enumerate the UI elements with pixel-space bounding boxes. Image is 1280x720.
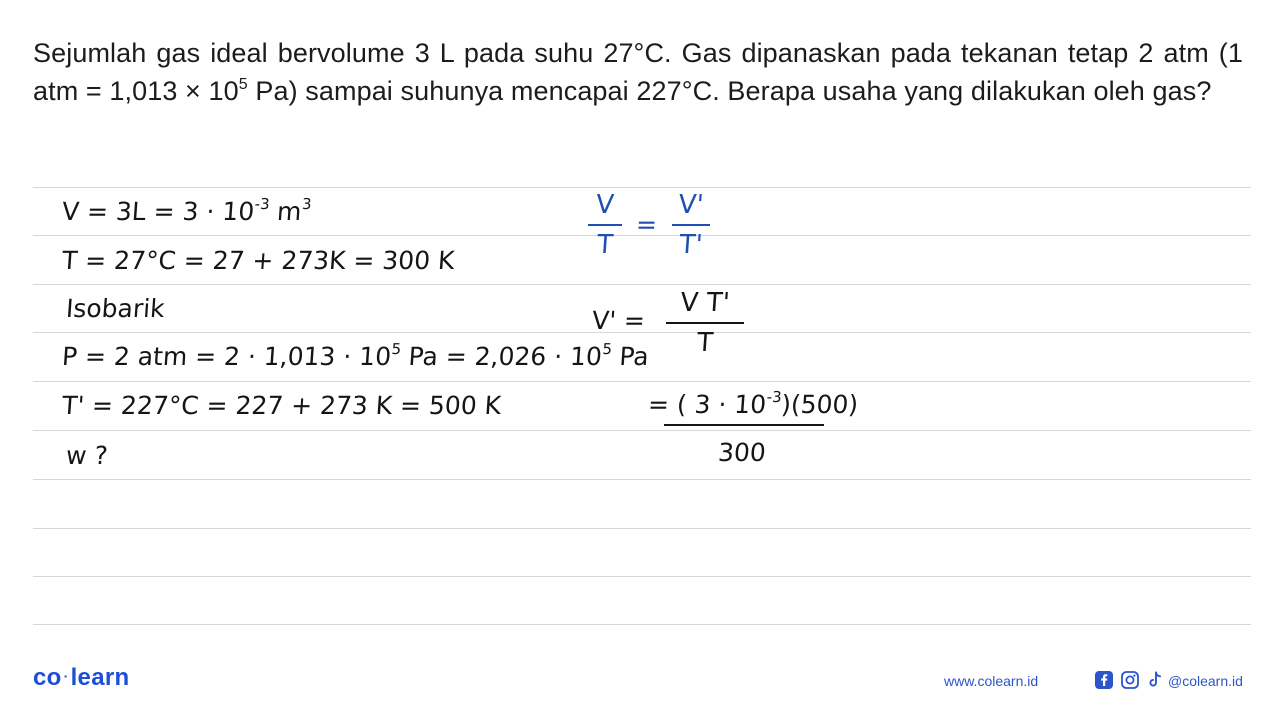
question-exponent: 5: [238, 76, 248, 93]
ratio-equals: =: [635, 210, 659, 239]
calc-numerator: = ( $3 \cdot 10^{-3})(500)$: [647, 388, 860, 419]
ruled-line: [33, 284, 1251, 285]
work-temperature: T = 27°C = 27 + 273K = 300 K: [61, 246, 456, 275]
vprime-fraction: V T' T: [666, 288, 744, 358]
question-part1: Sejumlah gas ideal bervolume 3 L pada suhu 27°C. Gas dipanaskan pada tekanan tetap 2 atm (1 atm = 1,013 × 10: [33, 38, 1243, 106]
calc-fraction-bar: [664, 424, 824, 426]
vprime-label: V' =: [591, 306, 646, 335]
ratio-v-over-t: V T: [588, 190, 622, 260]
ruled-line: [33, 479, 1251, 480]
ruled-line: [33, 576, 1251, 577]
work-isobaric: Isobarik: [65, 294, 166, 323]
ruled-line: [33, 624, 1251, 625]
website-link[interactable]: www.colearn.id: [944, 673, 1039, 689]
work-final-temperature: T' = 227°C = 227 + 273 K = 500 K: [61, 391, 503, 420]
question-text: [33, 34, 1243, 110]
question-part2: Pa) sampai suhunya mencapai 227°C. Berapa usaha yang dilakukan oleh gas?: [247, 76, 1212, 106]
ruled-line: [33, 528, 1251, 529]
ruled-line: [33, 381, 1251, 382]
work-asked-w: w ?: [65, 441, 109, 470]
social-handle[interactable]: @colearn.id: [1168, 673, 1243, 689]
ruled-line: [33, 187, 1251, 188]
facebook-icon[interactable]: [1094, 670, 1114, 690]
calc-denominator: 300: [717, 438, 767, 467]
work-pressure: P = 2 atm = $2 \cdot 1,013 \cdot 10^5$ $Pa = 2,026 \cdot 10^5$ Pa: [61, 340, 650, 371]
ratio-vprime-over-tprime: V' T': [672, 190, 710, 260]
instagram-icon[interactable]: [1120, 670, 1140, 690]
ruled-line: [33, 430, 1251, 431]
tiktok-icon[interactable]: [1145, 670, 1165, 690]
colearn-logo[interactable]: co ·learn: [33, 664, 130, 691]
work-volume: $V = 3L = 3 \cdot 10^{-3}$ $m^3$: [61, 195, 313, 226]
